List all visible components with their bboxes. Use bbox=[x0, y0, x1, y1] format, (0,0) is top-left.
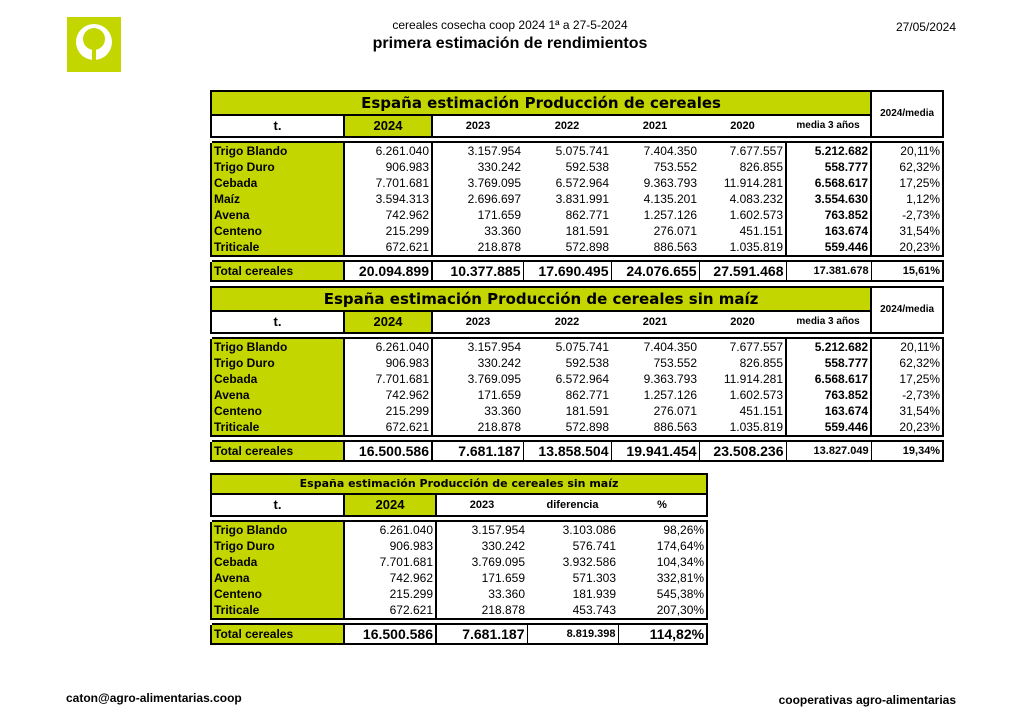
value-cell: 33.360 bbox=[484, 224, 521, 238]
contact-email: caton@agro-alimentarias.coop bbox=[66, 691, 242, 705]
unit-header: t. bbox=[211, 115, 344, 137]
value-cell: 9.363.793 bbox=[643, 176, 697, 190]
value-cell: 886.563 bbox=[611, 419, 699, 436]
crop-name: Cebada bbox=[211, 371, 344, 387]
header-2021: 2021 bbox=[611, 311, 699, 333]
header-2020: 2020 bbox=[699, 311, 786, 333]
value-cell: 181.939 bbox=[572, 587, 616, 601]
value-cell: 207,30% bbox=[618, 602, 707, 619]
value-cell: 215.299 bbox=[344, 223, 432, 239]
value-cell: 4.135.201 bbox=[643, 192, 697, 206]
ratio-cell: 17,25% bbox=[871, 371, 943, 387]
value-cell: 572.898 bbox=[523, 239, 611, 256]
value-cell: 742.962 bbox=[344, 387, 432, 403]
value-cell: 181.591 bbox=[565, 224, 609, 238]
value-cell: 330.242 bbox=[477, 356, 521, 370]
media-cell: 558.777 bbox=[786, 159, 871, 175]
total-media: 13.827.049 bbox=[786, 441, 871, 461]
ratio-cell: 17,25% bbox=[871, 175, 943, 191]
header-row bbox=[211, 311, 943, 333]
value-cell: 215.299 bbox=[344, 403, 432, 419]
value-cell: 592.538 bbox=[565, 356, 609, 370]
value-cell: 886.563 bbox=[611, 239, 699, 256]
value-cell: 330.242 bbox=[477, 160, 521, 174]
value-cell: 572.898 bbox=[523, 419, 611, 436]
media-cell: 163.674 bbox=[786, 223, 871, 239]
media-cell: 5.212.682 bbox=[786, 142, 871, 159]
total-value: 13.858.504 bbox=[523, 441, 611, 461]
table-row bbox=[211, 159, 943, 175]
value-cell: 6.572.964 bbox=[555, 176, 609, 190]
crop-name: Centeno bbox=[211, 403, 344, 419]
value-cell: 181.591 bbox=[565, 404, 609, 418]
value-cell: 332,81% bbox=[618, 570, 707, 586]
header-2023: 2023 bbox=[436, 494, 527, 516]
value-cell: 6.572.964 bbox=[555, 372, 609, 386]
total-value: 23.508.236 bbox=[699, 441, 786, 461]
ratio-cell: 20,23% bbox=[871, 419, 943, 436]
value-cell: 7.701.681 bbox=[344, 175, 432, 191]
value-cell: 171.659 bbox=[481, 571, 525, 585]
media-cell: 6.568.617 bbox=[786, 175, 871, 191]
total-media: 17.381.678 bbox=[786, 261, 871, 281]
table-row bbox=[211, 602, 707, 619]
media-cell: 559.446 bbox=[786, 419, 871, 436]
value-cell: 5.075.741 bbox=[523, 338, 611, 355]
value-cell: 171.659 bbox=[477, 208, 521, 222]
crop-name: Triticale bbox=[211, 239, 344, 256]
media-cell: 558.777 bbox=[786, 355, 871, 371]
value-cell: 4.083.232 bbox=[729, 192, 783, 206]
table-row bbox=[211, 338, 943, 355]
value-cell: 6.261.040 bbox=[344, 142, 432, 159]
value-cell: 5.075.741 bbox=[523, 142, 611, 159]
crop-name: Cebada bbox=[211, 175, 344, 191]
crop-name: Centeno bbox=[211, 586, 344, 602]
header-2020: 2020 bbox=[699, 115, 786, 137]
total-value: 8.819.398 bbox=[527, 624, 618, 644]
crop-name: Trigo Blando bbox=[211, 338, 344, 355]
value-cell: 451.151 bbox=[739, 224, 783, 238]
media-cell: 3.554.630 bbox=[786, 191, 871, 207]
unit-header: t. bbox=[211, 311, 344, 333]
ratio-cell: 31,54% bbox=[871, 403, 943, 419]
ratio-header: 2024/media bbox=[871, 91, 943, 137]
unit-header: t. bbox=[211, 494, 344, 516]
table-row bbox=[211, 355, 943, 371]
value-cell: 742.962 bbox=[344, 207, 432, 223]
ratio-cell: 20,11% bbox=[871, 338, 943, 355]
value-cell: 218.878 bbox=[432, 419, 523, 436]
total-value: 17.690.495 bbox=[523, 261, 611, 281]
value-cell: 7.404.350 bbox=[611, 142, 699, 159]
table-row bbox=[211, 207, 943, 223]
value-cell: 2.696.697 bbox=[467, 192, 521, 206]
table-title: España estimación Producción de cereales bbox=[211, 91, 871, 115]
value-cell: 3.831.991 bbox=[555, 192, 609, 206]
crop-name: Avena bbox=[211, 387, 344, 403]
value-cell: 576.741 bbox=[572, 539, 616, 553]
header-diferencia: diferencia bbox=[527, 494, 618, 516]
total-value: 114,82% bbox=[618, 624, 707, 644]
value-cell: 1.035.819 bbox=[699, 419, 786, 436]
table-row bbox=[211, 371, 943, 387]
value-cell: 826.855 bbox=[739, 356, 783, 370]
crop-name: Avena bbox=[211, 207, 344, 223]
report-date: 27/05/2024 bbox=[895, 20, 956, 34]
media-cell: 5.212.682 bbox=[786, 338, 871, 355]
value-cell: 11.914.281 bbox=[723, 176, 783, 190]
total-label: Total cereales bbox=[211, 441, 344, 461]
total-value: 20.094.899 bbox=[344, 261, 432, 281]
value-cell: 330.242 bbox=[481, 539, 525, 553]
value-cell: 218.878 bbox=[436, 602, 527, 619]
value-cell: 98,26% bbox=[618, 521, 707, 538]
total-value: 16.500.586 bbox=[344, 441, 432, 461]
logo bbox=[67, 17, 121, 72]
value-cell: 9.363.793 bbox=[643, 372, 697, 386]
report-title: primera estimación de rendimientos bbox=[372, 35, 648, 52]
crop-name: Avena bbox=[211, 570, 344, 586]
ratio-cell: 1,12% bbox=[871, 191, 943, 207]
footer-brand: cooperativas agro-alimentarias bbox=[778, 693, 956, 707]
value-cell: 592.538 bbox=[565, 160, 609, 174]
value-cell: 104,34% bbox=[618, 554, 707, 570]
table-row bbox=[211, 223, 943, 239]
header-2022: 2022 bbox=[523, 311, 611, 333]
value-cell: 276.071 bbox=[653, 224, 697, 238]
value-cell: 451.151 bbox=[739, 404, 783, 418]
value-cell: 215.299 bbox=[344, 586, 436, 602]
table-row bbox=[211, 239, 943, 256]
total-value: 7.681.187 bbox=[436, 624, 527, 644]
value-cell: 3.769.095 bbox=[471, 555, 525, 569]
value-cell: 3.769.095 bbox=[467, 372, 521, 386]
value-cell: 3.157.954 bbox=[436, 521, 527, 538]
value-cell: 1.257.126 bbox=[643, 388, 697, 402]
value-cell: 1.257.126 bbox=[643, 208, 697, 222]
value-cell: 862.771 bbox=[565, 208, 609, 222]
value-cell: 3.594.313 bbox=[344, 191, 432, 207]
table-comparison-2024-2023 bbox=[210, 473, 708, 645]
header-2023: 2023 bbox=[432, 311, 523, 333]
header-2024: 2024 bbox=[344, 115, 432, 137]
table-row bbox=[211, 586, 707, 602]
media-cell: 559.446 bbox=[786, 239, 871, 256]
ratio-cell: -2,73% bbox=[871, 207, 943, 223]
value-cell: 906.983 bbox=[344, 355, 432, 371]
logo-mark-icon bbox=[67, 17, 121, 72]
total-label: Total cereales bbox=[211, 261, 344, 281]
header-row bbox=[211, 115, 943, 137]
value-cell: 6.261.040 bbox=[344, 338, 432, 355]
value-cell: 7.701.681 bbox=[344, 554, 436, 570]
total-value: 24.076.655 bbox=[611, 261, 699, 281]
value-cell: 742.962 bbox=[344, 570, 436, 586]
total-row bbox=[211, 624, 707, 644]
ratio-cell: 62,32% bbox=[871, 355, 943, 371]
value-cell: 862.771 bbox=[565, 388, 609, 402]
value-cell: 7.677.557 bbox=[699, 142, 786, 159]
value-cell: 753.552 bbox=[653, 160, 697, 174]
value-cell: 33.360 bbox=[488, 587, 525, 601]
table-row bbox=[211, 538, 707, 554]
crop-name: Trigo Blando bbox=[211, 142, 344, 159]
value-cell: 672.621 bbox=[344, 602, 436, 619]
value-cell: 672.621 bbox=[344, 419, 432, 436]
value-cell: 453.743 bbox=[527, 602, 618, 619]
crop-name: Maíz bbox=[211, 191, 344, 207]
media-cell: 6.568.617 bbox=[786, 371, 871, 387]
value-cell: 11.914.281 bbox=[723, 372, 783, 386]
value-cell: 826.855 bbox=[739, 160, 783, 174]
table-row bbox=[211, 191, 943, 207]
table-row bbox=[211, 419, 943, 436]
total-row bbox=[211, 261, 943, 281]
value-cell: 7.404.350 bbox=[611, 338, 699, 355]
total-value: 7.681.187 bbox=[432, 441, 523, 461]
total-row bbox=[211, 441, 943, 461]
ratio-cell: 20,23% bbox=[871, 239, 943, 256]
crop-name: Trigo Duro bbox=[211, 355, 344, 371]
header-2021: 2021 bbox=[611, 115, 699, 137]
total-ratio: 15,61% bbox=[871, 261, 943, 281]
media-cell: 763.852 bbox=[786, 387, 871, 403]
ratio-cell: 62,32% bbox=[871, 159, 943, 175]
value-cell: 3.157.954 bbox=[432, 338, 523, 355]
value-cell: 1.035.819 bbox=[699, 239, 786, 256]
value-cell: 276.071 bbox=[653, 404, 697, 418]
header-2023: 2023 bbox=[432, 115, 523, 137]
total-label: Total cereales bbox=[211, 624, 344, 644]
media-cell: 763.852 bbox=[786, 207, 871, 223]
value-cell: 571.303 bbox=[572, 571, 616, 585]
header-row bbox=[211, 494, 707, 516]
table-production-no-maize bbox=[210, 286, 944, 462]
value-cell: 3.769.095 bbox=[467, 176, 521, 190]
table-title: España estimación Producción de cereales sin maíz bbox=[211, 287, 871, 311]
value-cell: 3.932.586 bbox=[562, 555, 616, 569]
ratio-cell: 31,54% bbox=[871, 223, 943, 239]
table-row bbox=[211, 175, 943, 191]
table-row bbox=[211, 554, 707, 570]
media-cell: 163.674 bbox=[786, 403, 871, 419]
value-cell: 3.157.954 bbox=[432, 142, 523, 159]
value-cell: 218.878 bbox=[432, 239, 523, 256]
value-cell: 545,38% bbox=[618, 586, 707, 602]
crop-name: Trigo Blando bbox=[211, 521, 344, 538]
table-production bbox=[210, 90, 944, 282]
value-cell: 672.621 bbox=[344, 239, 432, 256]
report-subtitle: cereales cosecha coop 2024 1ª a 27-5-2024 bbox=[392, 18, 628, 32]
table-title: España estimación Producción de cereales sin maíz bbox=[211, 474, 707, 494]
table-row bbox=[211, 403, 943, 419]
total-value: 16.500.586 bbox=[344, 624, 436, 644]
value-cell: 174,64% bbox=[618, 538, 707, 554]
crop-name: Trigo Duro bbox=[211, 159, 344, 175]
crop-name: Centeno bbox=[211, 223, 344, 239]
header-media: media 3 años bbox=[786, 311, 871, 333]
total-ratio: 19,34% bbox=[871, 441, 943, 461]
ratio-cell: 20,11% bbox=[871, 142, 943, 159]
crop-name: Cebada bbox=[211, 554, 344, 570]
table-row bbox=[211, 521, 707, 538]
table-row bbox=[211, 387, 943, 403]
value-cell: 1.602.573 bbox=[729, 388, 783, 402]
crop-name: Triticale bbox=[211, 602, 344, 619]
value-cell: 1.602.573 bbox=[729, 208, 783, 222]
value-cell: 753.552 bbox=[653, 356, 697, 370]
header-2022: 2022 bbox=[523, 115, 611, 137]
total-value: 10.377.885 bbox=[432, 261, 523, 281]
value-cell: 6.261.040 bbox=[344, 521, 436, 538]
header-media: media 3 años bbox=[786, 115, 871, 137]
value-cell: 7.677.557 bbox=[699, 338, 786, 355]
table-row bbox=[211, 570, 707, 586]
total-value: 19.941.454 bbox=[611, 441, 699, 461]
value-cell: 171.659 bbox=[477, 388, 521, 402]
crop-name: Triticale bbox=[211, 419, 344, 436]
ratio-cell: -2,73% bbox=[871, 387, 943, 403]
ratio-header: 2024/media bbox=[871, 287, 943, 333]
crop-name: Trigo Duro bbox=[211, 538, 344, 554]
table-row bbox=[211, 142, 943, 159]
value-cell: 3.103.086 bbox=[527, 521, 618, 538]
header-percent: % bbox=[618, 494, 707, 516]
value-cell: 906.983 bbox=[344, 538, 436, 554]
value-cell: 33.360 bbox=[484, 404, 521, 418]
value-cell: 906.983 bbox=[344, 159, 432, 175]
value-cell: 7.701.681 bbox=[344, 371, 432, 387]
total-value: 27.591.468 bbox=[699, 261, 786, 281]
header-2024: 2024 bbox=[344, 311, 432, 333]
header-2024: 2024 bbox=[344, 494, 436, 516]
